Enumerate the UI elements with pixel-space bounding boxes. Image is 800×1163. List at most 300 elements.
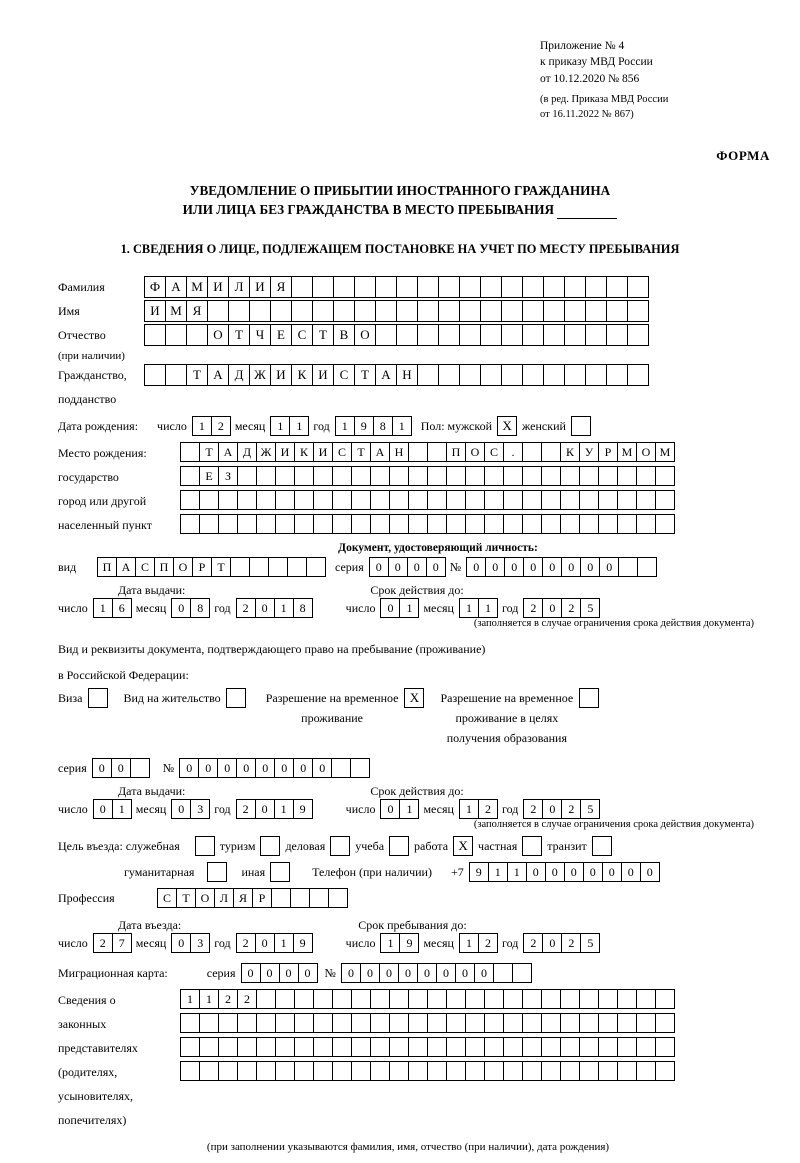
grid-cell[interactable]: А (218, 442, 238, 462)
grid-cell[interactable] (541, 1037, 561, 1057)
grid-cell[interactable]: 1 (270, 416, 290, 436)
grid-cell[interactable]: А (375, 364, 397, 386)
grid-cell[interactable] (218, 1061, 238, 1081)
grid-cell[interactable] (332, 1061, 352, 1081)
birth-place-line1-cells[interactable] (180, 442, 674, 462)
grid-cell[interactable] (408, 466, 428, 486)
permit-valid-day-cells[interactable] (380, 799, 418, 819)
profession-cells[interactable] (157, 888, 347, 908)
grid-cell[interactable] (579, 1013, 599, 1033)
grid-cell[interactable] (484, 490, 504, 510)
grid-cell[interactable] (256, 490, 276, 510)
doc-valid-month-cells[interactable] (459, 598, 497, 618)
grid-cell[interactable] (312, 276, 334, 298)
grid-cell[interactable] (617, 989, 637, 1009)
grid-cell[interactable]: Е (199, 466, 219, 486)
grid-cell[interactable]: С (333, 364, 355, 386)
grid-cell[interactable] (275, 1061, 295, 1081)
grid-cell[interactable] (333, 300, 355, 322)
grid-cell[interactable]: Т (351, 442, 371, 462)
grid-cell[interactable] (389, 490, 409, 510)
grid-cell[interactable]: 0 (640, 862, 660, 882)
grid-cell[interactable]: Р (252, 888, 272, 908)
grid-cell[interactable] (636, 989, 656, 1009)
grid-cell[interactable] (332, 989, 352, 1009)
grid-cell[interactable] (503, 1061, 523, 1081)
grid-cell[interactable] (598, 1061, 618, 1081)
grid-cell[interactable] (237, 1037, 257, 1057)
grid-cell[interactable] (522, 989, 542, 1009)
grid-cell[interactable] (598, 466, 618, 486)
grid-cell[interactable]: 0 (255, 799, 275, 819)
grid-cell[interactable]: Е (270, 324, 292, 346)
grid-cell[interactable]: 9 (293, 933, 313, 953)
grid-cell[interactable] (446, 1013, 466, 1033)
grid-cell[interactable] (275, 490, 295, 510)
grid-cell[interactable]: 0 (360, 963, 380, 983)
grid-cell[interactable] (328, 888, 348, 908)
grid-cell[interactable] (522, 1013, 542, 1033)
migration-number-cells[interactable] (341, 963, 531, 983)
grid-cell[interactable]: 1 (399, 799, 419, 819)
grid-cell[interactable] (333, 276, 355, 298)
grid-cell[interactable]: Я (233, 888, 253, 908)
grid-cell[interactable]: И (144, 300, 166, 322)
grid-cell[interactable]: 0 (417, 963, 437, 983)
grid-cell[interactable]: 1 (380, 933, 400, 953)
grid-cell[interactable]: 0 (341, 963, 361, 983)
grid-cell[interactable]: 2 (523, 799, 543, 819)
grid-cell[interactable]: 9 (354, 416, 374, 436)
grid-cell[interactable] (579, 989, 599, 1009)
grid-cell[interactable] (313, 490, 333, 510)
grid-cell[interactable]: О (173, 557, 193, 577)
grid-cell[interactable]: П (154, 557, 174, 577)
grid-cell[interactable]: 1 (274, 799, 294, 819)
grid-cell[interactable]: В (333, 324, 355, 346)
grid-cell[interactable] (370, 514, 390, 534)
grid-cell[interactable] (370, 490, 390, 510)
grid-cell[interactable] (655, 1061, 675, 1081)
grid-cell[interactable] (541, 442, 561, 462)
grid-cell[interactable]: 0 (455, 963, 475, 983)
grid-cell[interactable] (389, 1037, 409, 1057)
grid-cell[interactable]: Т (176, 888, 196, 908)
grid-cell[interactable]: Ф (144, 276, 166, 298)
grid-cell[interactable]: 3 (190, 799, 210, 819)
birth-year-cells[interactable] (335, 416, 411, 436)
grid-cell[interactable] (370, 1013, 390, 1033)
grid-cell[interactable] (249, 557, 269, 577)
grid-cell[interactable]: И (207, 276, 229, 298)
birth-month-cells[interactable] (270, 416, 308, 436)
grid-cell[interactable]: 0 (217, 758, 237, 778)
grid-cell[interactable] (417, 300, 439, 322)
grid-cell[interactable] (522, 490, 542, 510)
grid-cell[interactable]: Ж (256, 442, 276, 462)
grid-cell[interactable] (294, 466, 314, 486)
grid-cell[interactable] (655, 514, 675, 534)
grid-cell[interactable] (332, 466, 352, 486)
grid-cell[interactable] (501, 276, 523, 298)
grid-cell[interactable] (256, 466, 276, 486)
migration-series-cells[interactable] (241, 963, 317, 983)
grid-cell[interactable]: 2 (523, 933, 543, 953)
grid-cell[interactable]: 2 (211, 416, 231, 436)
grid-cell[interactable] (427, 1013, 447, 1033)
grid-cell[interactable]: 1 (199, 989, 219, 1009)
grid-cell[interactable]: 0 (236, 758, 256, 778)
entry-year-cells[interactable] (236, 933, 312, 953)
grid-cell[interactable] (375, 300, 397, 322)
grid-cell[interactable]: О (207, 324, 229, 346)
grid-cell[interactable] (237, 490, 257, 510)
grid-cell[interactable]: С (332, 442, 352, 462)
grid-cell[interactable] (427, 989, 447, 1009)
grid-cell[interactable]: Н (389, 442, 409, 462)
grid-cell[interactable]: 0 (583, 862, 603, 882)
grid-cell[interactable] (465, 989, 485, 1009)
grid-cell[interactable]: 0 (602, 862, 622, 882)
grid-cell[interactable] (275, 1013, 295, 1033)
grid-cell[interactable] (465, 490, 485, 510)
grid-cell[interactable]: С (291, 324, 313, 346)
grid-cell[interactable] (396, 276, 418, 298)
grid-cell[interactable] (618, 557, 638, 577)
permit-series-cells[interactable] (92, 758, 149, 778)
grid-cell[interactable] (503, 1013, 523, 1033)
grid-cell[interactable] (351, 989, 371, 1009)
grid-cell[interactable]: Л (214, 888, 234, 908)
grid-cell[interactable]: 1 (459, 598, 479, 618)
grid-cell[interactable] (256, 1013, 276, 1033)
grid-cell[interactable] (389, 1061, 409, 1081)
grid-cell[interactable] (313, 1013, 333, 1033)
grid-cell[interactable] (560, 490, 580, 510)
grid-cell[interactable] (218, 490, 238, 510)
grid-cell[interactable] (627, 300, 649, 322)
grid-cell[interactable] (313, 466, 333, 486)
grid-cell[interactable] (130, 758, 150, 778)
grid-cell[interactable] (484, 1037, 504, 1057)
grid-cell[interactable] (438, 324, 460, 346)
grid-cell[interactable]: 0 (407, 557, 427, 577)
grid-cell[interactable]: 0 (255, 598, 275, 618)
grid-cell[interactable] (598, 1013, 618, 1033)
grid-cell[interactable]: 0 (279, 963, 299, 983)
grid-cell[interactable]: 1 (399, 598, 419, 618)
grid-cell[interactable] (332, 490, 352, 510)
grid-cell[interactable] (503, 490, 523, 510)
grid-cell[interactable] (180, 442, 200, 462)
grid-cell[interactable] (294, 1013, 314, 1033)
checkbox-purpose-humanitarian[interactable] (207, 862, 227, 882)
grid-cell[interactable]: 2 (561, 799, 581, 819)
grid-cell[interactable] (290, 888, 310, 908)
grid-cell[interactable]: А (116, 557, 136, 577)
grid-cell[interactable]: И (249, 276, 271, 298)
grid-cell[interactable]: 0 (542, 933, 562, 953)
grid-cell[interactable] (606, 364, 628, 386)
grid-cell[interactable]: 2 (237, 989, 257, 1009)
grid-cell[interactable] (503, 466, 523, 486)
grid-cell[interactable]: 2 (218, 989, 238, 1009)
grid-cell[interactable]: У (579, 442, 599, 462)
checkbox-edu-residence[interactable] (579, 688, 599, 708)
grid-cell[interactable] (459, 324, 481, 346)
grid-cell[interactable]: 0 (542, 557, 562, 577)
grid-cell[interactable]: 0 (260, 963, 280, 983)
grid-cell[interactable] (207, 300, 229, 322)
grid-cell[interactable]: 0 (542, 799, 562, 819)
grid-cell[interactable]: 1 (274, 598, 294, 618)
grid-cell[interactable]: 0 (380, 598, 400, 618)
entry-day-cells[interactable] (93, 933, 131, 953)
grid-cell[interactable] (331, 758, 351, 778)
grid-cell[interactable] (408, 1013, 428, 1033)
grid-cell[interactable] (332, 1013, 352, 1033)
grid-cell[interactable] (275, 989, 295, 1009)
grid-cell[interactable] (560, 1037, 580, 1057)
grid-cell[interactable] (294, 514, 314, 534)
grid-cell[interactable]: О (195, 888, 215, 908)
grid-cell[interactable] (438, 364, 460, 386)
entry-month-cells[interactable] (171, 933, 209, 953)
grid-cell[interactable] (291, 300, 313, 322)
grid-cell[interactable] (144, 364, 166, 386)
grid-cell[interactable]: 0 (380, 799, 400, 819)
grid-cell[interactable] (503, 989, 523, 1009)
grid-cell[interactable] (560, 989, 580, 1009)
grid-cell[interactable]: А (370, 442, 390, 462)
grid-cell[interactable] (579, 1037, 599, 1057)
grid-cell[interactable] (564, 300, 586, 322)
grid-cell[interactable] (484, 1061, 504, 1081)
permit-issue-year-cells[interactable] (236, 799, 312, 819)
grid-cell[interactable] (522, 514, 542, 534)
grid-cell[interactable] (313, 1061, 333, 1081)
grid-cell[interactable] (351, 490, 371, 510)
grid-cell[interactable]: 0 (398, 963, 418, 983)
grid-cell[interactable]: 0 (255, 933, 275, 953)
grid-cell[interactable] (579, 514, 599, 534)
grid-cell[interactable]: 0 (388, 557, 408, 577)
grid-cell[interactable] (417, 364, 439, 386)
grid-cell[interactable] (294, 1061, 314, 1081)
grid-cell[interactable]: 0 (474, 963, 494, 983)
doc-valid-day-cells[interactable] (380, 598, 418, 618)
grid-cell[interactable]: 0 (561, 557, 581, 577)
grid-cell[interactable]: С (135, 557, 155, 577)
grid-cell[interactable]: 0 (580, 557, 600, 577)
birth-place-line2-cells[interactable] (180, 466, 674, 486)
grid-cell[interactable]: Ч (249, 324, 271, 346)
grid-cell[interactable] (459, 364, 481, 386)
grid-cell[interactable]: 8 (373, 416, 393, 436)
permit-valid-year-cells[interactable] (523, 799, 599, 819)
grid-cell[interactable] (199, 514, 219, 534)
grid-cell[interactable] (427, 1037, 447, 1057)
grid-cell[interactable] (351, 514, 371, 534)
grid-cell[interactable] (375, 324, 397, 346)
grid-cell[interactable] (541, 1013, 561, 1033)
grid-cell[interactable] (375, 276, 397, 298)
grid-cell[interactable]: 1 (507, 862, 527, 882)
grid-cell[interactable] (543, 300, 565, 322)
grid-cell[interactable]: 0 (171, 598, 191, 618)
grid-cell[interactable]: 1 (112, 799, 132, 819)
checkbox-residence[interactable] (226, 688, 246, 708)
grid-cell[interactable] (627, 364, 649, 386)
grid-cell[interactable] (503, 514, 523, 534)
grid-cell[interactable]: 0 (312, 758, 332, 778)
grid-cell[interactable] (617, 490, 637, 510)
grid-cell[interactable] (332, 1037, 352, 1057)
grid-cell[interactable] (408, 1037, 428, 1057)
grid-cell[interactable] (522, 364, 544, 386)
grid-cell[interactable] (541, 514, 561, 534)
grid-cell[interactable] (585, 300, 607, 322)
grid-cell[interactable] (541, 490, 561, 510)
grid-cell[interactable]: Р (598, 442, 618, 462)
grid-cell[interactable]: Д (237, 442, 257, 462)
grid-cell[interactable]: О (354, 324, 376, 346)
grid-cell[interactable] (541, 989, 561, 1009)
grid-cell[interactable]: К (294, 442, 314, 462)
grid-cell[interactable] (271, 888, 291, 908)
grid-cell[interactable] (291, 276, 313, 298)
grid-cell[interactable]: Н (396, 364, 418, 386)
grid-cell[interactable] (396, 324, 418, 346)
grid-cell[interactable]: 0 (274, 758, 294, 778)
grid-cell[interactable] (655, 466, 675, 486)
grid-cell[interactable] (606, 324, 628, 346)
grid-cell[interactable] (270, 300, 292, 322)
grid-cell[interactable] (627, 276, 649, 298)
grid-cell[interactable] (503, 1037, 523, 1057)
grid-cell[interactable] (617, 514, 637, 534)
grid-cell[interactable]: 9 (293, 799, 313, 819)
grid-cell[interactable]: Я (186, 300, 208, 322)
grid-cell[interactable] (370, 466, 390, 486)
grid-cell[interactable]: О (636, 442, 656, 462)
grid-cell[interactable] (180, 514, 200, 534)
grid-cell[interactable]: 0 (436, 963, 456, 983)
checkbox-sex-female[interactable] (571, 416, 591, 436)
grid-cell[interactable] (579, 490, 599, 510)
grid-cell[interactable] (484, 514, 504, 534)
grid-cell[interactable]: 1 (478, 598, 498, 618)
grid-cell[interactable]: К (560, 442, 580, 462)
grid-cell[interactable] (165, 324, 187, 346)
patronymic-cells[interactable] (144, 324, 648, 346)
grid-cell[interactable]: 2 (236, 799, 256, 819)
grid-cell[interactable]: 1 (392, 416, 412, 436)
grid-cell[interactable]: Т (312, 324, 334, 346)
grid-cell[interactable] (598, 1037, 618, 1057)
grid-cell[interactable] (275, 514, 295, 534)
grid-cell[interactable]: 5 (580, 933, 600, 953)
grid-cell[interactable] (165, 364, 187, 386)
doc-valid-year-cells[interactable] (523, 598, 599, 618)
grid-cell[interactable] (480, 300, 502, 322)
grid-cell[interactable] (256, 1061, 276, 1081)
grid-cell[interactable] (560, 1013, 580, 1033)
grid-cell[interactable] (501, 364, 523, 386)
grid-cell[interactable]: 8 (293, 598, 313, 618)
grid-cell[interactable]: 0 (111, 758, 131, 778)
permit-valid-month-cells[interactable] (459, 799, 497, 819)
grid-cell[interactable]: Т (211, 557, 231, 577)
legal-rep-line1-cells[interactable] (180, 989, 674, 1009)
grid-cell[interactable] (351, 1013, 371, 1033)
grid-cell[interactable] (256, 989, 276, 1009)
grid-cell[interactable] (484, 1013, 504, 1033)
grid-cell[interactable] (389, 989, 409, 1009)
grid-cell[interactable] (218, 514, 238, 534)
grid-cell[interactable] (144, 324, 166, 346)
checkbox-purpose-business[interactable] (330, 836, 350, 856)
grid-cell[interactable] (218, 1013, 238, 1033)
grid-cell[interactable] (617, 1013, 637, 1033)
grid-cell[interactable] (484, 989, 504, 1009)
grid-cell[interactable] (275, 466, 295, 486)
grid-cell[interactable] (249, 300, 271, 322)
grid-cell[interactable] (237, 466, 257, 486)
grid-cell[interactable] (585, 324, 607, 346)
grid-cell[interactable]: С (157, 888, 177, 908)
grid-cell[interactable] (446, 514, 466, 534)
grid-cell[interactable] (199, 1013, 219, 1033)
grid-cell[interactable] (199, 490, 219, 510)
grid-cell[interactable]: 2 (523, 598, 543, 618)
grid-cell[interactable] (275, 1037, 295, 1057)
grid-cell[interactable]: 0 (369, 557, 389, 577)
grid-cell[interactable]: 0 (198, 758, 218, 778)
grid-cell[interactable]: 2 (236, 933, 256, 953)
grid-cell[interactable] (313, 514, 333, 534)
grid-cell[interactable]: М (186, 276, 208, 298)
grid-cell[interactable] (389, 514, 409, 534)
grid-cell[interactable]: П (97, 557, 117, 577)
grid-cell[interactable] (522, 276, 544, 298)
grid-cell[interactable]: 7 (112, 933, 132, 953)
grid-cell[interactable] (396, 300, 418, 322)
citizenship-cells[interactable] (144, 364, 648, 386)
permit-number-cells[interactable] (179, 758, 369, 778)
grid-cell[interactable] (370, 989, 390, 1009)
permit-issue-month-cells[interactable] (171, 799, 209, 819)
grid-cell[interactable] (237, 514, 257, 534)
grid-cell[interactable] (287, 557, 307, 577)
grid-cell[interactable] (332, 514, 352, 534)
grid-cell[interactable] (655, 490, 675, 510)
grid-cell[interactable]: 2 (561, 598, 581, 618)
grid-cell[interactable] (199, 1061, 219, 1081)
grid-cell[interactable]: 2 (561, 933, 581, 953)
grid-cell[interactable] (465, 1061, 485, 1081)
legal-rep-line4-cells[interactable] (180, 1061, 674, 1081)
grid-cell[interactable] (417, 276, 439, 298)
grid-cell[interactable] (313, 989, 333, 1009)
grid-cell[interactable] (560, 514, 580, 534)
grid-cell[interactable]: 0 (485, 557, 505, 577)
grid-cell[interactable]: Д (228, 364, 250, 386)
grid-cell[interactable] (579, 1061, 599, 1081)
stay-day-cells[interactable] (380, 933, 418, 953)
grid-cell[interactable] (351, 466, 371, 486)
grid-cell[interactable] (585, 276, 607, 298)
